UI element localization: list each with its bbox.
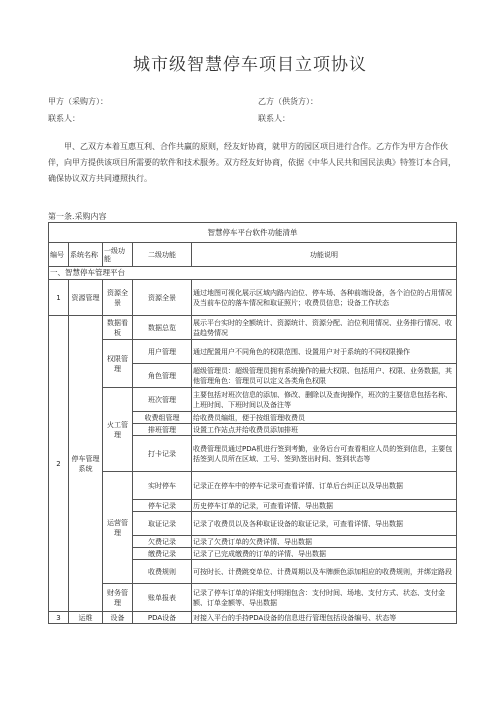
table-row [49, 340, 457, 364]
level1-function: 权限管理 [103, 340, 133, 388]
function-description: 对接入平台的手持PDA设备的信息进行管理包括设备编号、状态等 [192, 612, 457, 624]
function-description: 收费管理员通过PDA机进行签到考勤，业务后台可查看相应人员的签到信息，主要包括签到人员所在区域、工号、签到\签出时间、签到状态等 [192, 436, 457, 472]
intro-paragraph: 甲、乙双方本着互惠互利、合作共赢的原则，经友好协商，就甲方的园区项目进行合作。乙方作为甲方合作伙伴，向甲方提供该项目所需要的软件和技术服务。双方经友好协商，依据《中华人民共和国民法典》特签订本合同，确保协议双方共同遵照执行。 [48, 142, 456, 183]
contact-a-label: 联系人： [48, 114, 80, 123]
function-description: 记录了欠费订单的欠费详情、导出数据 [192, 536, 457, 548]
function-description: 展示平台实时的全额统计、资源统计、资源分配、泊位利用情况、业务排行情况、收益趋势情况 [192, 316, 457, 340]
table-caption-row [49, 223, 457, 243]
level2-function: 欠费记录 [133, 536, 192, 548]
function-description: 记录了已完成缴费的订单的详情、导出数据 [192, 548, 457, 560]
level2-function: 资源全景 [133, 280, 192, 316]
header-description: 功能说明 [192, 243, 457, 267]
row-number: 2 [49, 316, 69, 612]
function-description: 记录了停车订单的详细支付明细包含：支付时间、场地、支付方式、状态、支付金额、订单金额等、导出数据 [192, 584, 457, 612]
level2-function: 停车记录 [133, 500, 192, 512]
page-title: 城市级智慧停车项目立项协议 [133, 55, 367, 75]
level1-function: 运营管理 [103, 472, 133, 584]
contact-b-label: 联系人： [258, 114, 290, 123]
level1-function: 财务管理 [103, 584, 133, 612]
level2-function: PDA设备 [133, 612, 192, 624]
level2-function: 收费组管理 [133, 412, 192, 424]
level2-function: 排班管理 [133, 424, 192, 436]
function-description: 通过配置用户不同角色的权限范围、设置用户对于系统的不同权限操作 [192, 340, 457, 364]
function-description: 通过地图可视化展示区域内路内泊位、停车场、各种前端设备，各个泊位的占用情况及当前车位的落车情况和取证照片；收费员信息；设备工作状态 [192, 280, 457, 316]
function-list-table [48, 222, 457, 624]
function-description: 主要包括对班次信息的添加、修改、删除以及查询操作，班次的主要信息包括名称、上班时间、下班时间以及备注等 [192, 388, 457, 412]
function-description: 超级管理员：超级管理员拥有系统操作的最大权限、包括用户、权限、业务数据，其他管理角色：管理员可以定义各类角色权限 [192, 364, 457, 388]
level2-function: 缴费记录 [133, 548, 192, 560]
table-row [49, 584, 457, 612]
level1-function: 数据看板 [103, 316, 133, 340]
system-name: 资源管理 [69, 280, 103, 316]
function-description: 记录正在停车中的停车记录可查看详情、订单后台纠正以及导出数据 [192, 472, 457, 500]
party-b-label: 乙方（供货方）： [258, 97, 318, 106]
table-row [49, 612, 457, 624]
function-description: 记录了收费员以及各种取证设备的取证记录，可查看详情、导出数据 [192, 512, 457, 536]
level2-function: 用户管理 [133, 340, 192, 364]
table-header-row [49, 243, 457, 267]
row-number: 1 [49, 280, 69, 316]
function-description: 给收费员编组，便于按组管理收费员 [192, 412, 457, 424]
party-a-label: 甲方（采购方）： [48, 97, 108, 106]
system-name: 停车管理系统 [69, 316, 103, 612]
table-row [49, 472, 457, 500]
section-heading: 第一条.采购内容 [48, 212, 107, 221]
header-no: 编号 [49, 243, 69, 267]
level2-function: 实时停车 [133, 472, 192, 500]
level1-function: 资源全景 [103, 280, 133, 316]
function-description: 可按时长、计费跳变单位、计费周期以及车牌颜色添加相应的收费规则，并绑定路段 [192, 560, 457, 584]
table-caption: 智慧停车平台软件功能清单 [49, 223, 457, 243]
level2-function: 账单报表 [133, 584, 192, 612]
level1-function: 火工管理 [103, 388, 133, 472]
header-system-name: 系统名称 [69, 243, 103, 267]
header-level2: 二级功能 [133, 243, 192, 267]
table-subheading: 一、智慧停车管理平台 [49, 267, 457, 280]
subheading-row [49, 267, 457, 280]
level2-function: 数据总览 [133, 316, 192, 340]
function-description: 历史停车订单的记录，可查看详情、导出数据 [192, 500, 457, 512]
level2-function: 收费规则 [133, 560, 192, 584]
row-number: 3 [49, 612, 69, 624]
level1-function: 设备 [103, 612, 133, 624]
level2-function: 取证记录 [133, 512, 192, 536]
system-name: 运维 [69, 612, 103, 624]
level2-function: 打卡记录 [133, 436, 192, 472]
table-row [49, 316, 457, 340]
level2-function: 班次管理 [133, 388, 192, 412]
level2-function: 角色管理 [133, 364, 192, 388]
header-level1: 一级功能 [103, 243, 133, 267]
table-row [49, 280, 457, 316]
table-row [49, 388, 457, 412]
function-description: 设置工作站点并给收费员添加排班 [192, 424, 457, 436]
